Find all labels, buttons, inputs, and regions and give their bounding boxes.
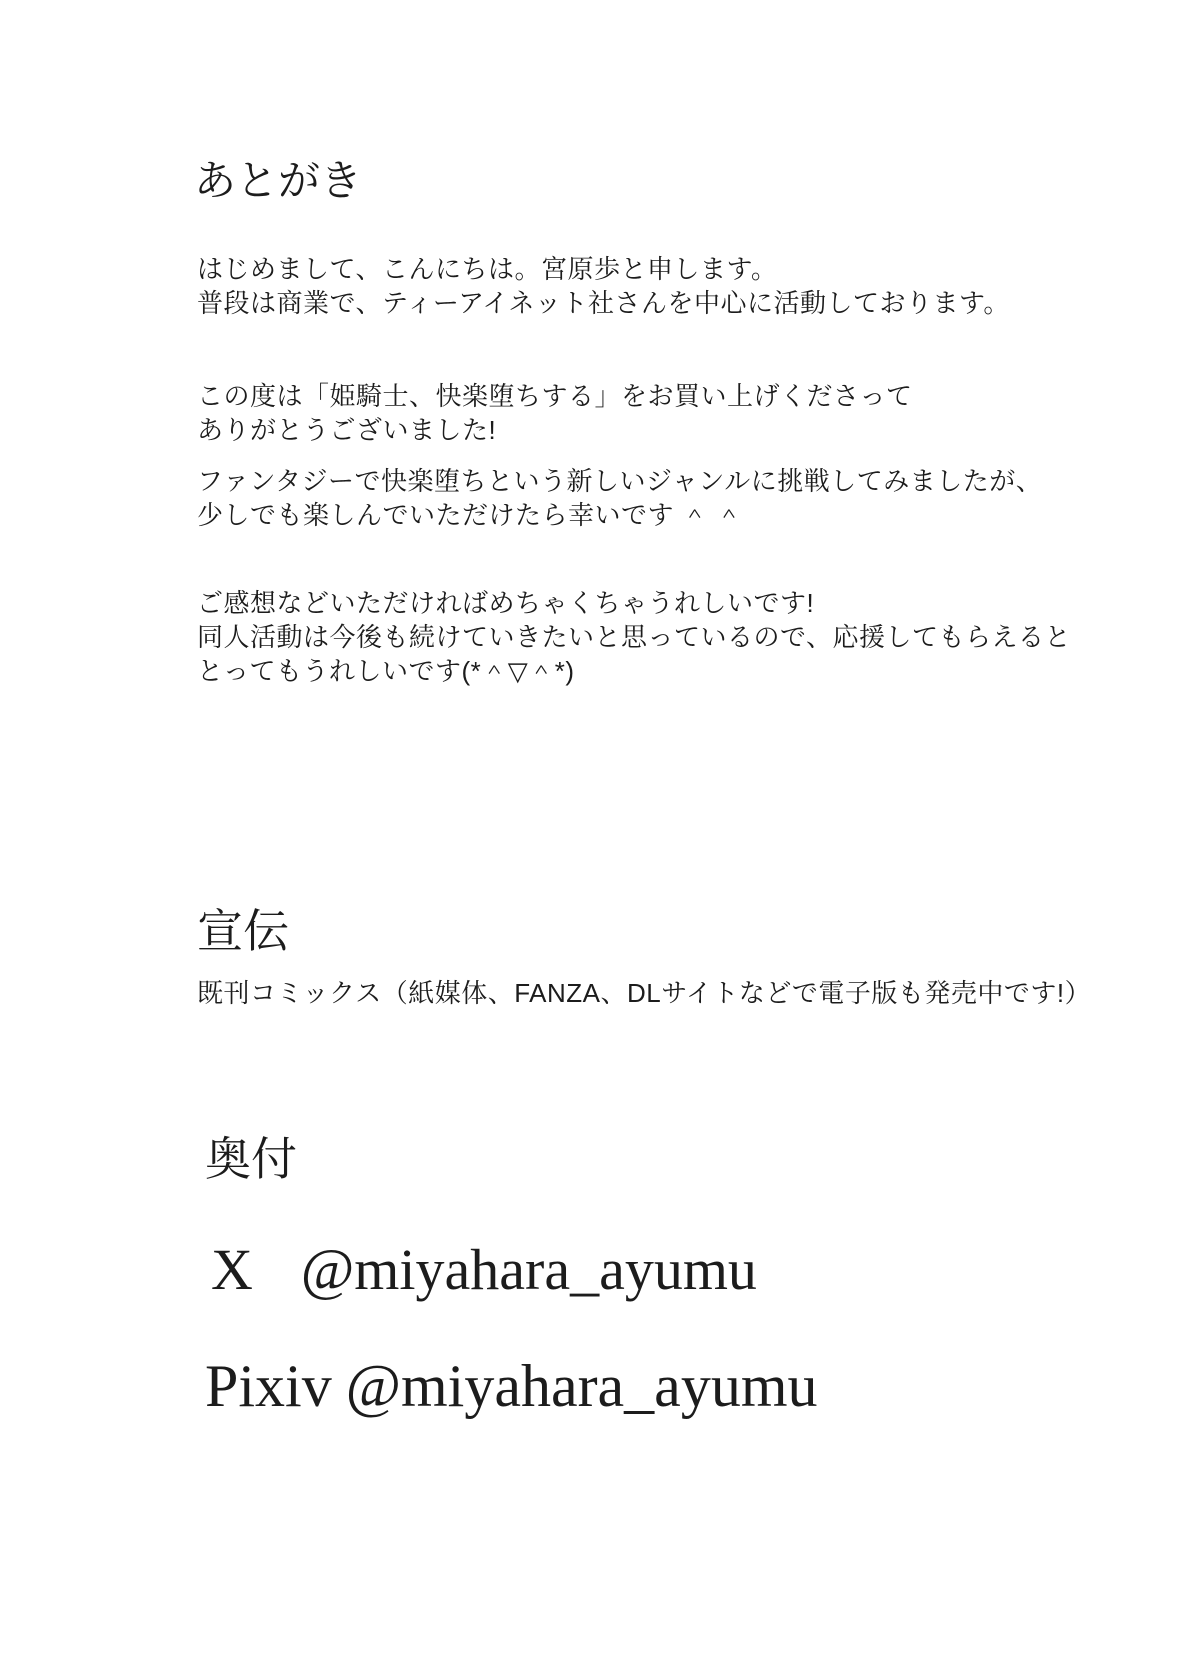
colophon-heading: 奥付 — [205, 1134, 297, 1185]
pixiv-handle: @miyahara_ayumu — [345, 1353, 818, 1419]
promotion-heading: 宣伝 — [197, 906, 289, 957]
text-line: はじめまして、こんにちは。宮原歩と申します。 — [197, 254, 778, 284]
text-line: 普段は商業で、ティーアイネット社さんを中心に活動しております。 — [197, 288, 1010, 318]
pixiv-service-label: Pixiv — [205, 1353, 332, 1419]
text-line: ありがとうございました! — [197, 415, 497, 445]
text-line: ご感想などいただければめちゃくちゃうれしいです! — [197, 588, 815, 618]
x-account-row — [211, 1236, 757, 1303]
text-line: 同人活動は今後も続けていきたいと思っているので、応援してもらえると — [197, 622, 1071, 652]
promotion-line: 既刊コミックス（紙媒体、FANZA、DLサイトなどで電子版も発売中です!） — [197, 978, 1092, 1008]
text-line: ファンタジーで快楽堕ちという新しいジャンルに挑戦してみましたが、 — [197, 466, 1043, 496]
afterword-paragraph-intro — [197, 252, 1010, 320]
afterword-heading: あとがき — [194, 159, 363, 205]
x-service-label: X — [211, 1237, 253, 1302]
afterword-paragraph-feedback — [197, 586, 1071, 688]
afterword-paragraph-thanks — [197, 379, 913, 447]
afterword-paragraph-genre — [197, 464, 1042, 532]
x-handle: @miyahara_ayumu — [300, 1237, 757, 1302]
text-line: 少しでも楽しんでいただけたら幸いです ＾ ＾ — [197, 500, 743, 530]
text-line: この度は「姫騎士、快楽堕ちする」をお買い上げくださって — [197, 381, 913, 411]
pixiv-account-row — [205, 1352, 818, 1421]
text-line: とってもうれしいです(*＾▽＾*) — [197, 656, 575, 686]
